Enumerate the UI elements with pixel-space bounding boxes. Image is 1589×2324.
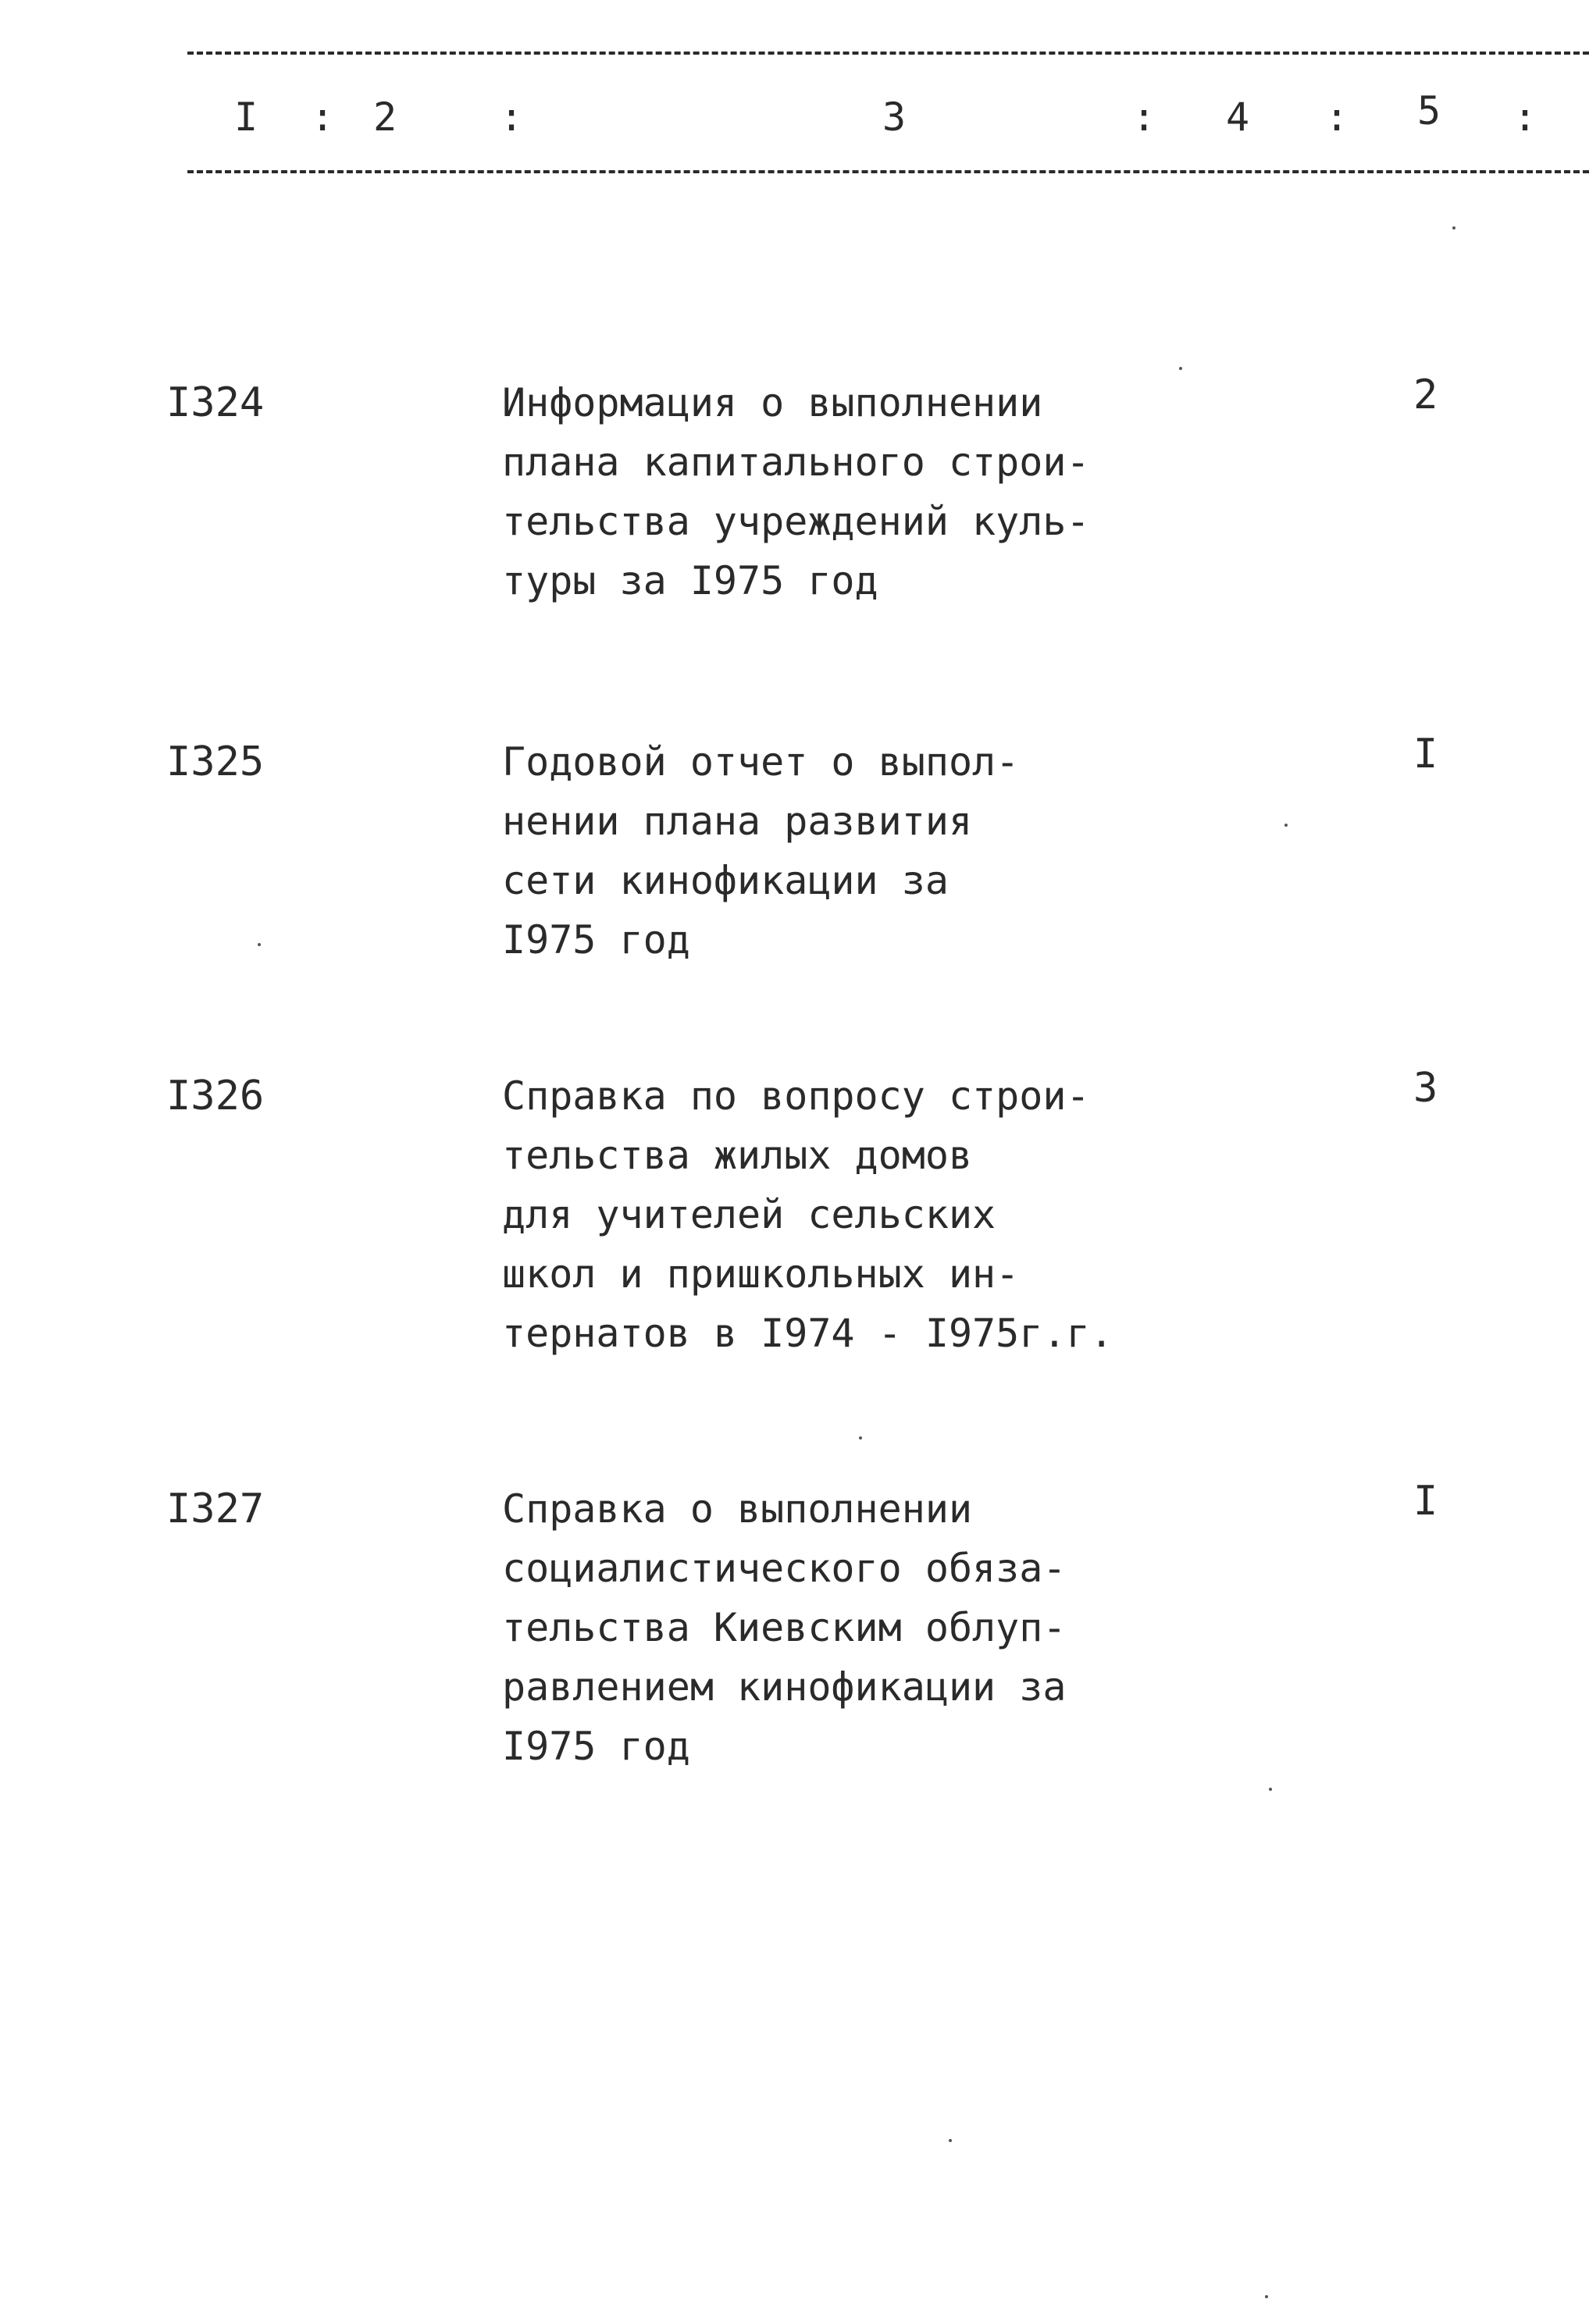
header-separator: : <box>500 94 524 140</box>
header-top-rule <box>187 52 1589 55</box>
scan-speck <box>1452 226 1455 230</box>
entry-sheet-count: I <box>1413 1478 1438 1525</box>
header-separator: : <box>1513 94 1537 140</box>
scan-speck <box>949 2139 952 2142</box>
header-separator: : <box>1132 94 1156 140</box>
entry-sheet-count: 2 <box>1413 372 1438 418</box>
scan-speck <box>1265 2295 1268 2298</box>
header-bottom-rule <box>187 170 1589 173</box>
scan-speck <box>1269 1788 1272 1791</box>
entry-number: I324 <box>166 379 265 426</box>
entry-number: I326 <box>166 1073 265 1119</box>
scan-speck <box>859 1436 862 1440</box>
entry-number: I325 <box>166 738 265 785</box>
entry-title: Годовой отчет о выпол- нении плана развития сети кинофикации за I975 год <box>502 739 1020 963</box>
entry-title: Справка по вопросу строи- тельства жилых домов для учителей сельских школ и пришкольных ин- тернатов в I974 - I975г.г. <box>502 1073 1113 1356</box>
scan-speck <box>1284 824 1288 827</box>
header-col-5: 5 <box>1417 88 1441 133</box>
header-col-3: 3 <box>882 94 907 140</box>
header-col-4: 4 <box>1226 94 1250 140</box>
entry-number: I327 <box>166 1486 265 1532</box>
header-col-1: I <box>234 94 258 140</box>
header-col-2: 2 <box>373 94 397 140</box>
entry-title: Информация о выполнении плана капитального строи- тельства учреждений куль- туры за I975 год <box>502 380 1090 603</box>
scan-speck <box>258 943 261 946</box>
entry-title: Справка о выполнении социалистического обяза- тельства Киевским облуп- равлением кинофикации за I975 год <box>502 1486 1067 1769</box>
header-separator: : <box>311 94 335 140</box>
header-separator: : <box>1325 94 1349 140</box>
entry-sheet-count: 3 <box>1413 1065 1438 1112</box>
entry-sheet-count: I <box>1413 731 1438 778</box>
scan-speck <box>1179 367 1182 370</box>
